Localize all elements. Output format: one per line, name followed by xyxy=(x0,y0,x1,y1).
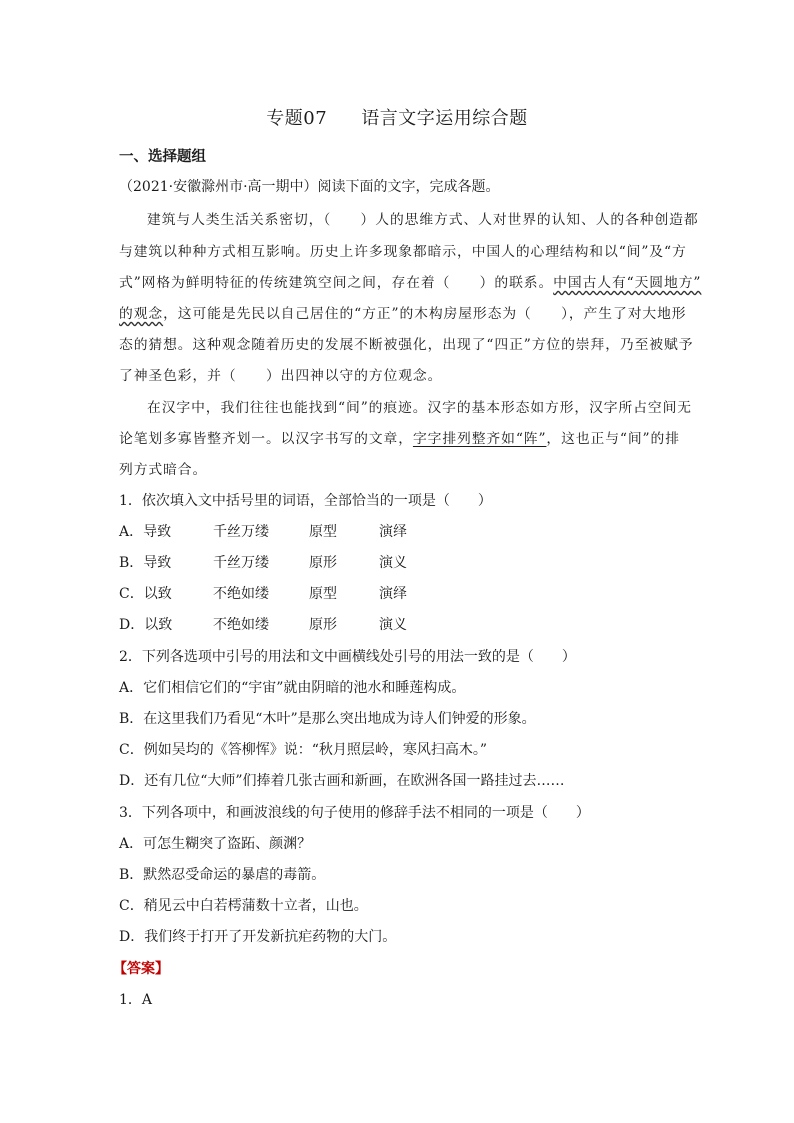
title-main: 语言文字运用综合题 xyxy=(361,108,528,129)
option-row: A．导致 千丝万缕 原型 演绎 xyxy=(119,524,407,540)
option-item: A．可怎生糊突了盗跖、颜渊？ xyxy=(119,836,312,852)
title-prefix: 专题07 xyxy=(266,108,328,129)
option-row: D．以致 不绝如缕 原形 演义 xyxy=(119,617,407,633)
underlined-phrase: 字字排列整齐如“阵” xyxy=(412,431,547,447)
option-item: B．默然忍受命运的暴虐的毒箭。 xyxy=(119,867,326,883)
passage-line: 在汉字中，我们往往也能找到“间”的痕迹。汉字的基本形态如方形，汉字所占空间无 xyxy=(147,400,692,416)
section-heading: 一、选择题组 xyxy=(119,149,206,165)
option-item: D．我们终于打开了开发新抗疟药物的大门。 xyxy=(119,929,397,945)
option-item: C．稍见云中白若樗蒲数十立者，山也。 xyxy=(119,898,368,914)
option-row: B．导致 千丝万缕 原形 演义 xyxy=(119,555,407,571)
option-item: D．还有几位“大师”们捧着几张古画和新画，在欧洲各国一路挂过去…… xyxy=(119,773,565,789)
passage-line: 的观念，这可能是先民以自己居住的“方正”的木构房屋形态为（ ），产生了对大地形 xyxy=(119,306,687,322)
option-item: C．例如吴均的《答柳恽》说：“秋月照层岭，寒风扫高木。” xyxy=(119,742,488,758)
option-row: C．以致 不绝如缕 原型 演绎 xyxy=(119,586,407,602)
passage-line: 论笔划多寡皆整齐划一。以汉字书写的文章，字字排列整齐如“阵”，这也正与“间”的排 xyxy=(119,431,680,447)
wavy-underline-sentence: 中国古人有“天圆地方” xyxy=(553,275,702,291)
question-stem: 2．下列各选项中引号的用法和文中画横线处引号的用法一致的是（ ） xyxy=(119,649,576,665)
passage-line: 与建筑以种种方式相互影响。历史上许多现象都暗示，中国人的心理结构和以“间”及“方 xyxy=(119,244,687,260)
answer-label: 【答案】 xyxy=(113,961,169,977)
wavy-underline-sentence-end: 的观念 xyxy=(119,306,164,322)
passage-line: 列方式暗合。 xyxy=(119,462,208,478)
answer-item: 1．A xyxy=(119,992,153,1008)
section-source: （2021·安徽滁州市·高一期中）阅读下面的文字，完成各题。 xyxy=(119,179,500,195)
option-item: B．在这里我们乃看见“木叶”是那么突出地成为诗人们钟爱的形象。 xyxy=(119,711,536,727)
passage-line: 式”网格为鲜明特征的传统建筑空间之间，存在着（ ）的联系。中国古人有“天圆地方” xyxy=(119,275,702,291)
page-title xyxy=(0,104,794,130)
question-stem: 1．依次填入文中括号里的词语，全部恰当的一项是（ ） xyxy=(119,493,492,509)
passage-line: 态的猜想。这种观念随着历史的发展不断被强化，出现了“四正”方位的崇拜，乃至被赋予 xyxy=(119,337,694,353)
question-stem: 3．下列各项中，和画波浪线的句子使用的修辞手法不相同的一项是（ ） xyxy=(119,805,590,821)
passage-line: 了神圣色彩，并（ ）出四神以守的方位观念。 xyxy=(119,368,443,384)
option-item: A．它们相信它们的“宇宙”就由阴暗的池水和睡莲构成。 xyxy=(119,680,466,696)
passage-line: 建筑与人类生活关系密切，（ ）人的思维方式、人对世界的认知、人的各种创造都 xyxy=(147,212,699,228)
